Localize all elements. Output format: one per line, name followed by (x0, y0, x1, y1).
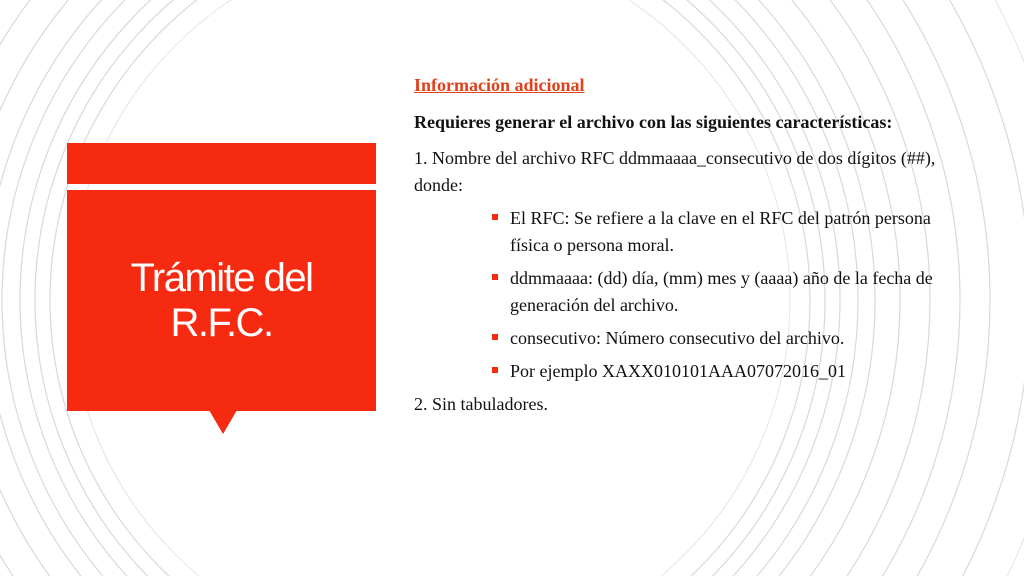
bullet-item (492, 358, 974, 385)
intro-paragraph: Requieres generar el archivo con las siguientes características: (414, 112, 893, 132)
bullet-item (492, 265, 974, 319)
bullet-text: Por ejemplo XAXX010101AAA07072016_01 (510, 361, 846, 381)
slide-title: Trámite del R.F.C. (130, 255, 313, 345)
title-pointer (209, 410, 237, 434)
bullet-text: ddmmaaaa: (dd) día, (mm) mes y (aaaa) año de la fecha de generación del archivo. (510, 268, 933, 315)
bullet-list (414, 205, 974, 385)
list-item-2: 2. Sin tabuladores. (414, 394, 548, 414)
bullet-item (492, 325, 974, 352)
list-item-1: 1. Nombre del archivo RFC ddmmaaaa_consecutivo de dos dígitos (##), donde: (414, 148, 936, 195)
bullet-item (492, 205, 974, 259)
square-bullet-icon (492, 334, 498, 340)
section-heading: Información adicional (414, 75, 585, 95)
content-area (414, 72, 974, 424)
bullet-text: consecutivo: Número consecutivo del archivo. (510, 328, 845, 348)
bullet-text: El RFC: Se refiere a la clave en el RFC del patrón persona física o persona moral. (510, 208, 931, 255)
square-bullet-icon (492, 274, 498, 280)
title-box (67, 190, 376, 411)
title-accent-strip (67, 143, 376, 184)
square-bullet-icon (492, 367, 498, 373)
square-bullet-icon (492, 214, 498, 220)
